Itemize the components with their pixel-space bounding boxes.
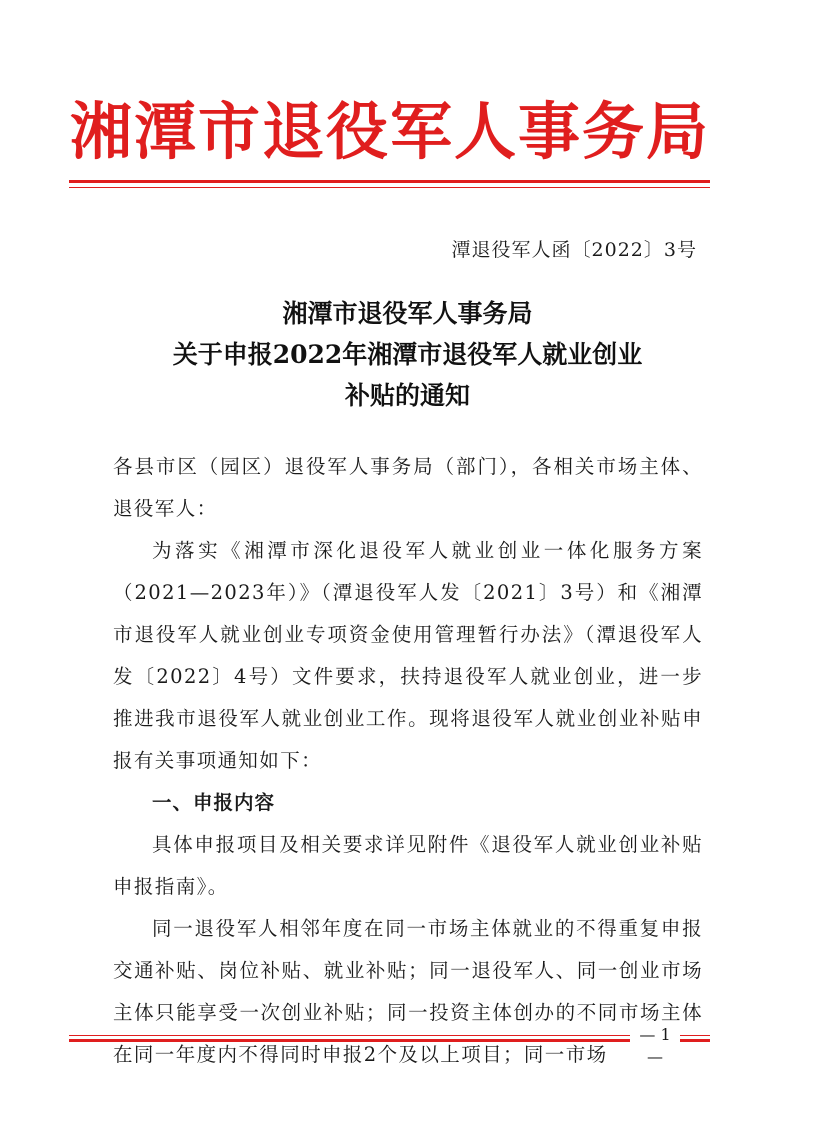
- salutation: 各县市区（园区）退役军人事务局（部门），各相关市场主体、退役军人：: [113, 455, 703, 520]
- paragraph-section-1: 具体申报项目及相关要求详见附件《退役军人就业创业补贴申报指南》。: [113, 833, 703, 898]
- red-rule-thin: [69, 187, 710, 188]
- title-line-3: 补贴的通知: [344, 381, 470, 410]
- page-number: — 1 —: [630, 1024, 680, 1046]
- footer-rule-thin: [69, 1035, 710, 1036]
- paragraph-intro: 为落实《湘潭市深化退役军人就业创业一体化服务方案（2021—2023年）》（潭退役军人发〔2021〕3号）和《湘潭市退役军人就业创业专项资金使用管理暂行办法》（潭退役军人发〔2022〕4号）文件要求，扶持退役军人就业创业，进一步推进我市退役军人就业创业工作。现将退役军人就业创业补贴申报有关事项通知如下：: [113, 539, 703, 772]
- section-heading-1: 一、申报内容: [152, 791, 276, 814]
- document-body: [113, 446, 703, 1076]
- letterhead-org-name: 湘潭市退役军人事务局: [70, 95, 711, 168]
- page-number-value: 1: [660, 1025, 671, 1044]
- red-rule-thick: [69, 180, 710, 183]
- title-line-2: 关于申报2022年湘潭市退役军人就业创业: [172, 340, 643, 369]
- paragraph-rules: 同一退役军人相邻年度在同一市场主体就业的不得重复申报交通补贴、岗位补贴、就业补贴；同一退役军人、同一创业市场主体只能享受一次创业补贴；同一投资主体创办的不同市场主体在同一年度内不得同时申报2个及以上项目；同一市场: [113, 917, 703, 1066]
- title-line-1: 湘潭市退役军人事务局: [282, 299, 533, 328]
- document-title: [80, 293, 735, 416]
- footer-rule-thick: [69, 1039, 710, 1042]
- document-number: 潭退役军人函〔2022〕3号: [451, 239, 697, 261]
